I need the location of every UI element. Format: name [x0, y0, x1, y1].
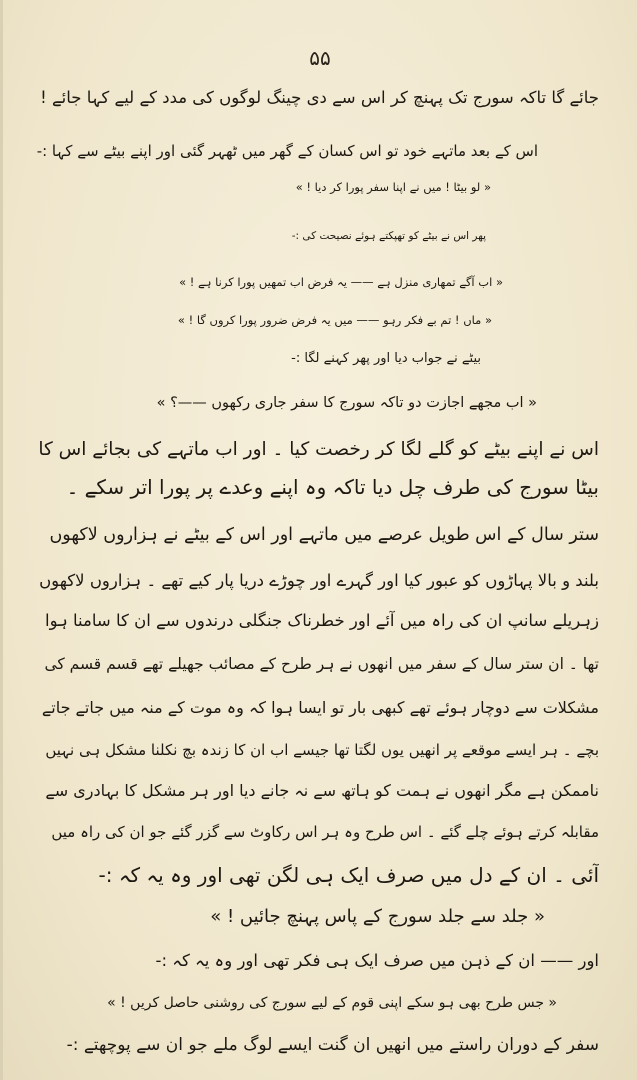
text-line-2: اس کے بعد ماتہے خود تو اس کسان کے گھر میں ٹھہر گئی اور اپنے بیٹے سے کہا :- [37, 142, 538, 160]
text-line-3: « لو بیٹا ! میں نے اپنا سفر پورا کر دیا ! » [295, 180, 491, 194]
text-line-21: اور —— ان کے ذہن میں صرف ایک ہی فکر تھی اور وہ یہ کہ :- [155, 951, 599, 970]
text-line-20: « جلد سے جلد سورج کے پاس پہنچ جائیں ! » [210, 906, 545, 927]
text-line-18: مقابلہ کرتے ہوئے چلے گئے ۔ اس طرح وہ ہر اس رکاوٹ سے گزر گئے جو ان کی راہ میں [51, 823, 599, 841]
text-line-7: بیٹے نے جواب دیا اور پھر کہنے لگا :- [291, 351, 481, 366]
text-line-23: سفر کے دوران راستے میں انھیں ان گنت ایسے لوگ ملے جو ان سے پوچھتے :- [66, 1035, 599, 1055]
text-line-1: جائے گا تاکہ سورج تک پہنچ کر اس سے دی چینگ لوگوں کی مدد کے لیے کہا جائے ! [40, 88, 599, 107]
text-line-4: پھر اس نے بیٹے کو تھپکتے ہوئے نصیحت کی :- [291, 230, 486, 242]
text-line-10: بیٹا سورج کی طرف چل دیا تاکہ وہ اپنے وعدے پر پورا اتر سکے ۔ [66, 475, 599, 499]
text-line-13: زہریلے سانپ ان کی راہ میں آئے اور خطرناک جنگلی درندوں سے ان کا سامنا ہوا [45, 611, 599, 630]
page-number: ۵۵ [309, 46, 331, 70]
text-line-22: « جس طرح بھی ہو سکے اپنی قوم کے لیے سورج کی روشنی حاصل کریں ! » [107, 995, 557, 1011]
text-line-11: ستر سال کے اس طویل عرصے میں ماتہے اور اس کے بیٹے نے ہزاروں لاکھوں [49, 525, 599, 545]
text-line-8: « اب مجھے اجازت دو تاکہ سورج کا سفر جاری رکھوں ——؟ » [157, 395, 537, 411]
text-line-16: بچے ۔ ہر ایسے موقعے پر انھیں یوں لگتا تھا جیسے اب ان کا زندہ بچ نکلنا مشکل ہی نہیں [45, 741, 599, 759]
text-line-19: آئی ۔ ان کے دل میں صرف ایک ہی لگن تھی اور وہ یہ کہ :- [98, 863, 599, 887]
text-line-6: « ماں ! تم بے فکر رہو —— میں یہ فرض ضرور پورا کروں گا ! » [177, 313, 492, 327]
text-line-9: اس نے اپنے بیٹے کو گلے لگا کر رخصت کیا ۔ اور اب ماتہے کی بجائے اس کا [38, 439, 599, 460]
text-line-14: تھا ۔ ان ستر سال کے سفر میں انھوں نے ہر طرح کے مصائب جھیلے تھے قسم قسم کی [44, 655, 599, 673]
text-line-17: ناممکن ہے مگر انھوں نے ہمت کو ہاتھ سے نہ جانے دیا اور ہر مشکل کا بہادری سے [45, 781, 599, 800]
text-line-12: بلند و بالا پہاڑوں کو عبور کیا اور گہرے اور چوڑے دریا پار کیے تھے ۔ ہزاروں لاکھوں [39, 571, 599, 590]
text-line-5: « اب آگے تمھاری منزل ہے —— یہ فرض اب تمھیں پورا کرنا ہے ! » [179, 275, 503, 289]
text-line-15: مشکلات سے دوچار ہوئے تھے کبھی بار تو ایسا ہوا کہ وہ موت کے منہ میں جاتے جاتے [41, 698, 599, 717]
